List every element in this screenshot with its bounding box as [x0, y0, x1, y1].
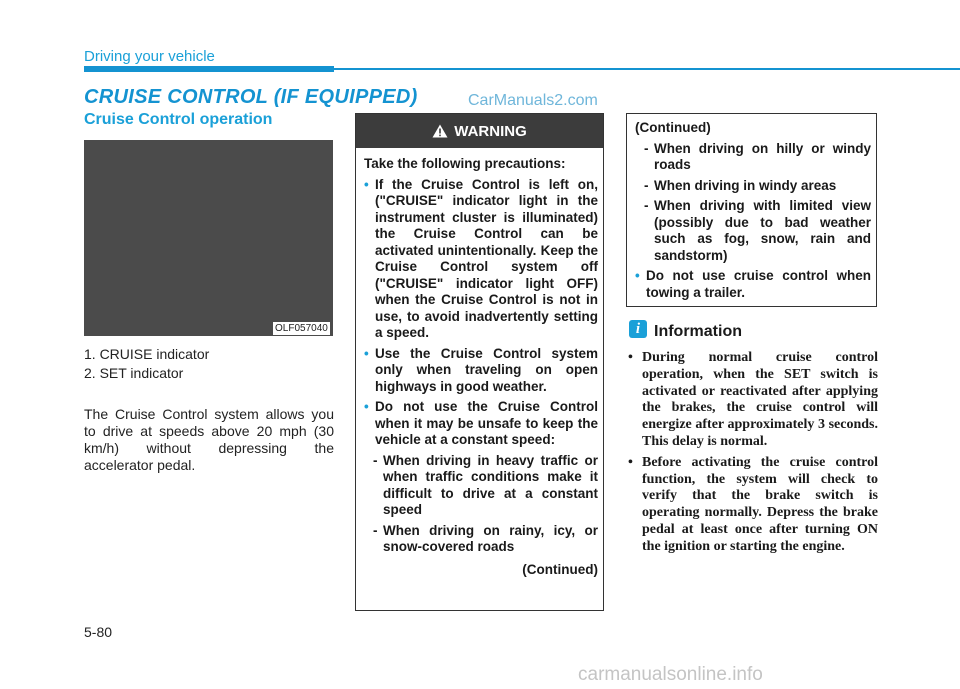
information-title: Information — [654, 323, 742, 340]
continued-bullet: • Do not use cruise control when towing a trailer. — [635, 268, 871, 300]
warning-box — [355, 113, 604, 611]
warning-subitem: - When driving in heavy traffic or when traffic conditions make it difficult to drive at a constant speed — [373, 452, 598, 517]
header-rule-bar — [84, 66, 334, 72]
information-list — [628, 350, 878, 560]
bullet-dot: • — [364, 399, 369, 414]
continued-label: (Continued) — [522, 561, 598, 577]
image-code: OLF057040 — [275, 323, 328, 334]
caption-item: 2. SET indicator — [84, 365, 184, 381]
continued-heading: (Continued) — [635, 120, 711, 135]
caption-item: 1. CRUISE indicator — [84, 346, 210, 362]
warning-bullet: • If the Cruise Control is left on, ("CRUISE" indicator light in the instrument cluster is illuminated) the Cruise Control can be activated unintentionally. Keep the Cruise Control system off ("CRUISE" indicator light OFF) when the Cruise Control is not in use, to avoid inadvertently setting a speed. — [364, 176, 598, 340]
continued-subitem: - When driving in windy areas — [644, 177, 837, 193]
continued-subitem: - When driving on hilly or windy roads — [644, 140, 871, 172]
body-paragraph: The Cruise Control system allows you to drive at speeds above 20 mph (30 km/h) without depressing the accelerator pedal. — [84, 406, 334, 473]
warning-content — [364, 156, 598, 578]
continued-content — [635, 120, 871, 301]
page-number: 5-80 — [84, 624, 113, 640]
information-item: • Before activating the cruise control function, the system will check to verify that the brake switch is operating normally. Depress the brake pedal at least once after turning ON the ignition or starting the engine. — [628, 454, 878, 554]
warning-header — [356, 114, 603, 148]
section-label: Driving your vehicle — [84, 48, 215, 65]
caption-list — [84, 345, 336, 383]
bullet-dot: • — [364, 176, 369, 192]
watermark-bottom: carmanualsonline.info — [578, 664, 763, 685]
warning-bullet: • Do not use the Cruise Control when it may be unsafe to keep the vehicle at a constant speed: — [364, 399, 598, 447]
warning-triangle-icon — [432, 124, 448, 138]
bullet-dot: • — [364, 345, 369, 361]
continued-subitem: - When driving with limited view (possibly due to bad weather such as fog, snow, rain and sandstorm) — [644, 198, 871, 263]
info-icon: i — [629, 320, 647, 338]
header-rule-line — [334, 68, 960, 70]
information-item: • During normal cruise control operation, when the SET switch is activated or reactivated after applying the brakes, the cruise control will energize after approximately 3 seconds. This delay is normal. — [628, 350, 878, 449]
cluster-photo — [84, 140, 333, 336]
warning-heading: WARNING — [454, 122, 527, 140]
warning-bullet: • Use the Cruise Control system only when traveling on open highways in good weather. — [364, 345, 598, 394]
warning-subitem: - When driving on rainy, icy, or snow-covered roads — [373, 522, 598, 554]
page-title: CRUISE CONTROL (IF EQUIPPED) — [84, 86, 418, 108]
continued-box — [626, 113, 877, 307]
warning-intro: Take the following precautions: — [364, 156, 566, 171]
watermark-top: CarManuals2.com — [468, 92, 598, 109]
section-subtitle: Cruise Control operation — [84, 111, 273, 128]
bullet-dot: • — [635, 268, 640, 283]
